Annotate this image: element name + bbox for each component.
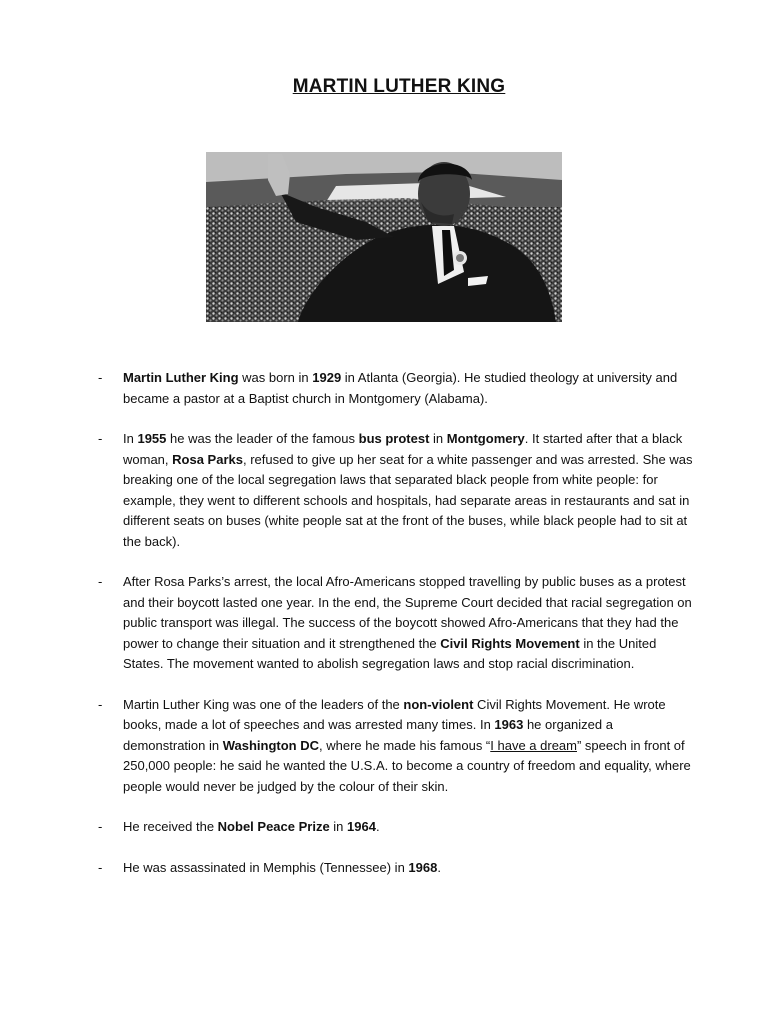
text-run: Civil Rights Movement. He wrote books, made a lot of speeches and was arrested many times. In [123, 696, 666, 732]
bold-name: Martin Luther King [123, 370, 239, 385]
bold-year: 1963 [494, 717, 524, 732]
text-run: , refused to give up her seat for a white passenger and was arrested. She was breaking one of the local segregation laws that separated black people from white people: for example, they went to different schools and hospitals, had separate areas in restaurants and sat in different seats on buses (white people sat at the front of the buses, while black people had to sit at the back). [123, 451, 693, 549]
bold-year: 1968 [408, 859, 438, 875]
bold-term: bus protest [358, 431, 430, 446]
text-run: , where he made his famous “ [319, 737, 491, 753]
text-run: In [123, 431, 138, 446]
bold-place: Washington DC [222, 737, 320, 753]
bold-term: non-violent [403, 696, 474, 712]
bold-name: Rosa Parks [172, 451, 243, 467]
text-run: . [375, 819, 380, 834]
bullet-dash: - [98, 431, 103, 446]
text-run: in the United States. The movement wanted to abolish segregation laws and stop racial discrimination. [123, 635, 657, 671]
bullet-assassination [98, 858, 698, 879]
text-run: was born in [238, 370, 313, 385]
text-run: . It started after that a black woman, [123, 431, 683, 467]
bold-year: 1955 [137, 431, 167, 446]
bullet-bus-protest [98, 429, 698, 552]
bullet-nobel [98, 817, 698, 838]
bold-year: 1929 [312, 370, 342, 385]
bold-term: Nobel Peace Prize [217, 819, 330, 834]
mlk-photo [206, 152, 562, 322]
bold-place: Montgomery [446, 431, 525, 446]
bold-year: 1964 [347, 819, 376, 834]
bullet-dash: - [98, 819, 103, 834]
text-run: ” speech in front of 250,000 people: he said he wanted the U.S.A. to become a country of freedom and equality, where people would never be judged by the colour of their skin. [123, 737, 691, 794]
underlined-speech-title: I have a dream [490, 737, 577, 753]
bullet-civil-rights [98, 695, 698, 798]
text-run: He received the [123, 819, 218, 834]
page-title: MARTIN LUTHER KING [292, 76, 506, 97]
text-run: After Rosa Parks’s arrest, the local Afro-Americans stopped travelling by public buses as a protest and their boycott lasted one year. In the end, the Supreme Court decided that racial segregation on public transport was illegal. The success of the boycott showed Afro-Americans that they had the power to change their situation and it strengthened the [123, 574, 692, 651]
mlk-photo-illustration [206, 152, 562, 322]
bullet-birth [98, 368, 698, 409]
text-run: he was the leader of the famous [166, 431, 359, 446]
text-run: . [437, 859, 441, 875]
text-run: he organized a demonstration in [123, 717, 613, 753]
text-run: He was assassinated in Memphis (Tennessee) in [123, 859, 409, 875]
text-run: Martin Luther King was one of the leaders of the [123, 696, 404, 712]
text-run: in [329, 819, 348, 834]
text-run: in [429, 431, 447, 446]
bullet-dash: - [98, 574, 103, 589]
bold-term: Civil Rights Movement [440, 635, 580, 651]
text-run: in Atlanta (Georgia). He studied theology at university and became a pastor at a Baptist church in Montgomery (Alabama). [123, 370, 678, 406]
bullet-boycott [98, 572, 698, 675]
bullet-list [98, 368, 698, 878]
bullet-dash: - [98, 859, 103, 875]
bullet-dash: - [98, 696, 103, 712]
bullet-dash: - [98, 370, 103, 385]
